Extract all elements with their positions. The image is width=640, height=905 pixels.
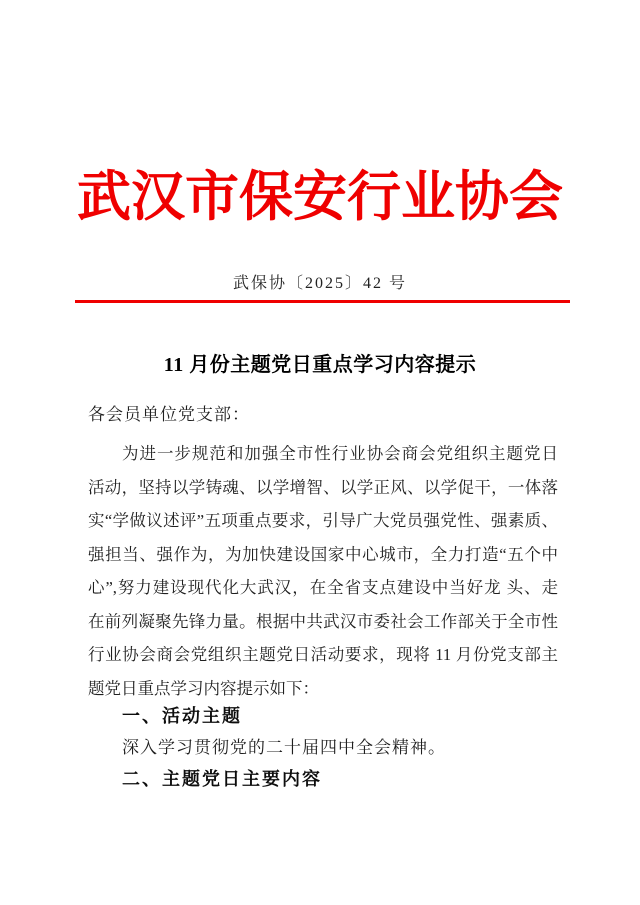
body-line: 为进一步规范和加强全市性行业协会商会党组织主题党日 xyxy=(122,444,558,463)
body-paragraph xyxy=(88,437,558,705)
section-heading-activity-theme: 一、活动主题 xyxy=(122,706,242,726)
letterhead-org-name: 武汉市保安行业协会 xyxy=(77,167,563,227)
section-content-activity-theme: 深入学习贯彻党的二十届四中全会精神。 xyxy=(122,738,446,757)
body-line: 强担当、强作为，为加快建设国家中心城市，全力打造“五个中 xyxy=(88,544,558,564)
document-number: 武保协〔2025〕42 号 xyxy=(232,275,407,292)
document-title: 11 月份主题党日重点学习内容提示 xyxy=(163,354,477,376)
section-heading-main-content: 二、主题党日主要内容 xyxy=(122,769,322,789)
salutation: 各会员单位党支部： xyxy=(88,405,250,424)
body-line: 心”,努力建设现代化大武汉，在全省支点建设中当好龙 头、走 xyxy=(88,578,558,597)
body-line: 题党日重点学习内容提示如下： xyxy=(88,678,319,698)
body-line: 活动，坚持以学铸魂、以学增智、以学正风、以学促干，一体落 xyxy=(88,477,558,497)
red-divider-line xyxy=(75,300,570,303)
body-line: 在前列凝聚先锋力量。根据中共武汉市委社会工作部关于全市性 xyxy=(88,611,558,631)
body-line: 实“学做议述评”五项重点要求，引导广大党员强党性、强素质、 xyxy=(88,511,558,530)
body-line: 行业协会商会党组织主题党日活动要求，现将 11 月份党支部主 xyxy=(88,645,558,664)
